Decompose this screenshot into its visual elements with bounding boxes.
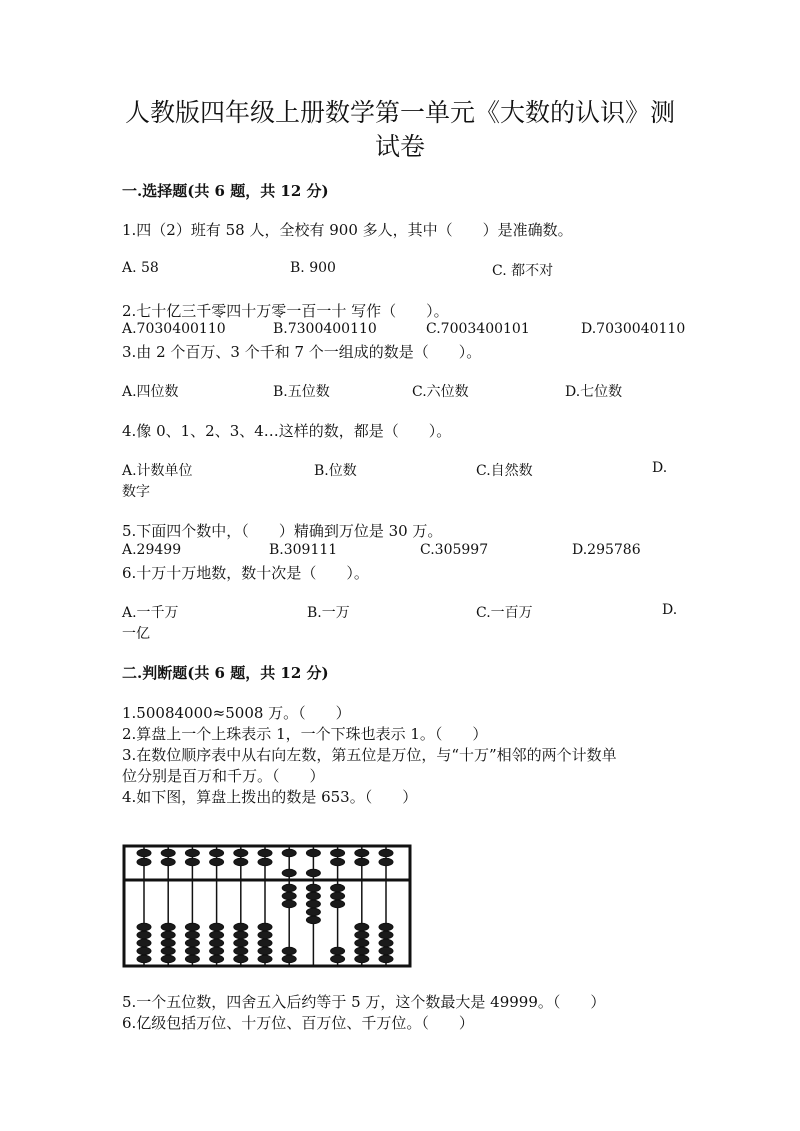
s1-q1-opt-b: B. 900 — [290, 260, 336, 276]
s1-q4-opt-d: D. — [652, 460, 668, 476]
s2-q3-line1: 3.在数位顺序表中从右向左数，第五位是万位，与“十万”相邻的两个计数单 — [122, 746, 617, 764]
abacus-bead-upper-5-1 — [258, 858, 272, 865]
s1-q6-opt-a: A.一千万 — [122, 605, 179, 621]
s1-q6-opt-c: C.一百万 — [476, 605, 533, 621]
abacus-bead-lower-2-4 — [185, 955, 199, 962]
s2-q5: 5.一个五位数，四舍五入后约等于 5 万，这个数最大是 49999。（ ） — [122, 993, 606, 1011]
s1-q2-opt-c: C.7003400101 — [426, 321, 530, 337]
abacus-bead-lower-9-4 — [355, 955, 369, 962]
s1-q4-opt-b: B.位数 — [314, 463, 357, 479]
abacus-bead-lower-8-3 — [331, 947, 345, 954]
abacus-bead-lower-7-0 — [306, 884, 320, 891]
s1-q4: 4.像 0、1、2、3、4…这样的数，都是（ ）。 — [122, 422, 452, 440]
abacus-bead-lower-2-0 — [185, 923, 199, 930]
abacus-bead-lower-6-0 — [282, 884, 296, 891]
abacus-bead-upper-8-0 — [331, 849, 345, 856]
abacus-bead-upper-1-1 — [161, 858, 175, 865]
s1-q2-opt-b: B.7300400110 — [273, 321, 377, 337]
s1-q3-opt-a: A.四位数 — [122, 384, 179, 400]
abacus-bead-lower-8-2 — [331, 900, 345, 907]
abacus-bead-lower-9-0 — [355, 923, 369, 930]
abacus-bead-lower-4-3 — [234, 947, 248, 954]
abacus-bead-lower-1-0 — [161, 923, 175, 930]
abacus-bead-lower-5-2 — [258, 939, 272, 946]
s1-q5: 5.下面四个数中，（ ）精确到万位是 30 万。 — [122, 522, 443, 540]
s1-q4-opt-a: A.计数单位 — [122, 463, 193, 479]
abacus-bead-lower-5-4 — [258, 955, 272, 962]
section2-heading: 二.判断题(共 6 题，共 12 分) — [122, 664, 329, 682]
s1-q6-opt-d: D. — [662, 602, 678, 618]
abacus-bead-upper-1-0 — [161, 849, 175, 856]
abacus-bead-lower-0-4 — [137, 955, 151, 962]
abacus-bead-upper-9-1 — [355, 858, 369, 865]
s1-q3-opt-d: D.七位数 — [565, 384, 623, 400]
abacus-bead-lower-2-3 — [185, 947, 199, 954]
s2-q1: 1.50084000≈5008 万。（ ） — [122, 704, 351, 722]
section1-heading: 一.选择题(共 6 题，共 12 分) — [122, 182, 329, 200]
abacus-bead-upper-6-1 — [282, 869, 296, 876]
abacus-bead-lower-0-3 — [137, 947, 151, 954]
abacus-bead-upper-2-1 — [185, 858, 199, 865]
s1-q2: 2.七十亿三千零四十万零一百一十 写作（ ）。 — [122, 302, 449, 320]
abacus-bead-upper-3-1 — [210, 858, 224, 865]
s1-q5-opt-d: D.295786 — [572, 542, 641, 558]
abacus-bead-lower-1-3 — [161, 947, 175, 954]
abacus-bead-lower-5-3 — [258, 947, 272, 954]
abacus-bead-lower-5-0 — [258, 923, 272, 930]
s1-q1-opt-c: C. 都不对 — [492, 263, 554, 279]
abacus-bead-upper-7-0 — [306, 849, 320, 856]
abacus-bead-lower-10-2 — [379, 939, 393, 946]
abacus-bead-lower-7-3 — [306, 908, 320, 915]
s2-q2: 2.算盘上一个上珠表示 1，一个下珠也表示 1。（ ） — [122, 725, 488, 743]
abacus-bead-upper-10-1 — [379, 858, 393, 865]
s1-q1: 1.四（2）班有 58 人，全校有 900 多人，其中（ ）是准确数。 — [122, 221, 573, 239]
abacus-bead-lower-9-2 — [355, 939, 369, 946]
s2-q4: 4.如下图，算盘上拨出的数是 653。（ ） — [122, 788, 418, 806]
abacus-bead-lower-3-3 — [210, 947, 224, 954]
s1-q6-opt-b: B.一万 — [307, 605, 350, 621]
abacus-bead-lower-0-1 — [137, 931, 151, 938]
abacus-bead-upper-10-0 — [379, 849, 393, 856]
abacus-bead-upper-8-1 — [331, 858, 345, 865]
abacus-bead-upper-9-0 — [355, 849, 369, 856]
s1-q3-opt-c: C.六位数 — [412, 384, 469, 400]
abacus-bead-lower-9-1 — [355, 931, 369, 938]
abacus-bead-lower-2-2 — [185, 939, 199, 946]
abacus-bead-lower-4-4 — [234, 955, 248, 962]
s1-q5-opt-a: A.29499 — [122, 542, 182, 558]
s1-q4-opt-d-text: 数字 — [122, 484, 150, 500]
s1-q1-opt-a: A. 58 — [122, 260, 159, 276]
abacus-bead-upper-2-0 — [185, 849, 199, 856]
s1-q2-opt-d: D.7030040110 — [581, 321, 686, 337]
abacus-bead-lower-0-0 — [137, 923, 151, 930]
s2-q6: 6.亿级包括万位、十万位、百万位、千万位。（ ） — [122, 1014, 474, 1032]
abacus-figure — [122, 844, 412, 968]
abacus-bead-lower-7-1 — [306, 892, 320, 899]
abacus-bead-upper-7-1 — [306, 869, 320, 876]
s1-q5-opt-c: C.305997 — [420, 542, 489, 558]
abacus-bead-lower-8-0 — [331, 884, 345, 891]
abacus-bead-lower-3-0 — [210, 923, 224, 930]
s1-q6: 6.十万十万地数，数十次是（ ）。 — [122, 564, 369, 582]
abacus-bead-lower-6-2 — [282, 900, 296, 907]
s1-q4-opt-c: C.自然数 — [476, 463, 533, 479]
abacus-bead-lower-9-3 — [355, 947, 369, 954]
abacus-bead-upper-0-1 — [137, 858, 151, 865]
title-line-2: 试卷 — [374, 132, 425, 161]
abacus-bead-lower-1-2 — [161, 939, 175, 946]
abacus-bead-lower-10-3 — [379, 947, 393, 954]
abacus-bead-lower-3-4 — [210, 955, 224, 962]
abacus-bead-lower-6-1 — [282, 892, 296, 899]
abacus-bead-lower-6-4 — [282, 955, 296, 962]
abacus-bead-lower-0-2 — [137, 939, 151, 946]
abacus-bead-lower-7-4 — [306, 916, 320, 923]
s1-q6-opt-d-text: 一亿 — [122, 626, 150, 642]
abacus-bead-lower-7-2 — [306, 900, 320, 907]
abacus-bead-lower-10-0 — [379, 923, 393, 930]
abacus-bead-upper-6-0 — [282, 849, 296, 856]
abacus-bead-lower-1-4 — [161, 955, 175, 962]
s1-q3-opt-b: B.五位数 — [273, 384, 330, 400]
abacus-bead-lower-10-1 — [379, 931, 393, 938]
abacus-bead-lower-4-0 — [234, 923, 248, 930]
abacus-bead-lower-10-4 — [379, 955, 393, 962]
abacus-bead-lower-6-3 — [282, 947, 296, 954]
s1-q3: 3.由 2 个百万、3 个千和 7 个一组成的数是（ ）。 — [122, 343, 482, 361]
abacus-bead-lower-8-1 — [331, 892, 345, 899]
abacus-bead-upper-5-0 — [258, 849, 272, 856]
abacus-bead-upper-0-0 — [137, 849, 151, 856]
abacus-bead-upper-4-0 — [234, 849, 248, 856]
abacus-bead-lower-3-2 — [210, 939, 224, 946]
abacus-bead-lower-3-1 — [210, 931, 224, 938]
abacus-bead-lower-2-1 — [185, 931, 199, 938]
s2-q3-line2: 位分别是百万和千万。（ ） — [122, 767, 325, 785]
s1-q2-opt-a: A.7030400110 — [122, 321, 226, 337]
s1-q5-opt-b: B.309111 — [269, 542, 338, 558]
abacus-bead-lower-4-1 — [234, 931, 248, 938]
abacus-bead-lower-1-1 — [161, 931, 175, 938]
title-line-1: 人教版四年级上册数学第一单元《大数的认识》测 — [124, 98, 675, 127]
abacus-bead-lower-8-4 — [331, 955, 345, 962]
abacus-bead-upper-4-1 — [234, 858, 248, 865]
abacus-bead-lower-4-2 — [234, 939, 248, 946]
abacus-bead-upper-3-0 — [210, 849, 224, 856]
abacus-bead-lower-5-1 — [258, 931, 272, 938]
